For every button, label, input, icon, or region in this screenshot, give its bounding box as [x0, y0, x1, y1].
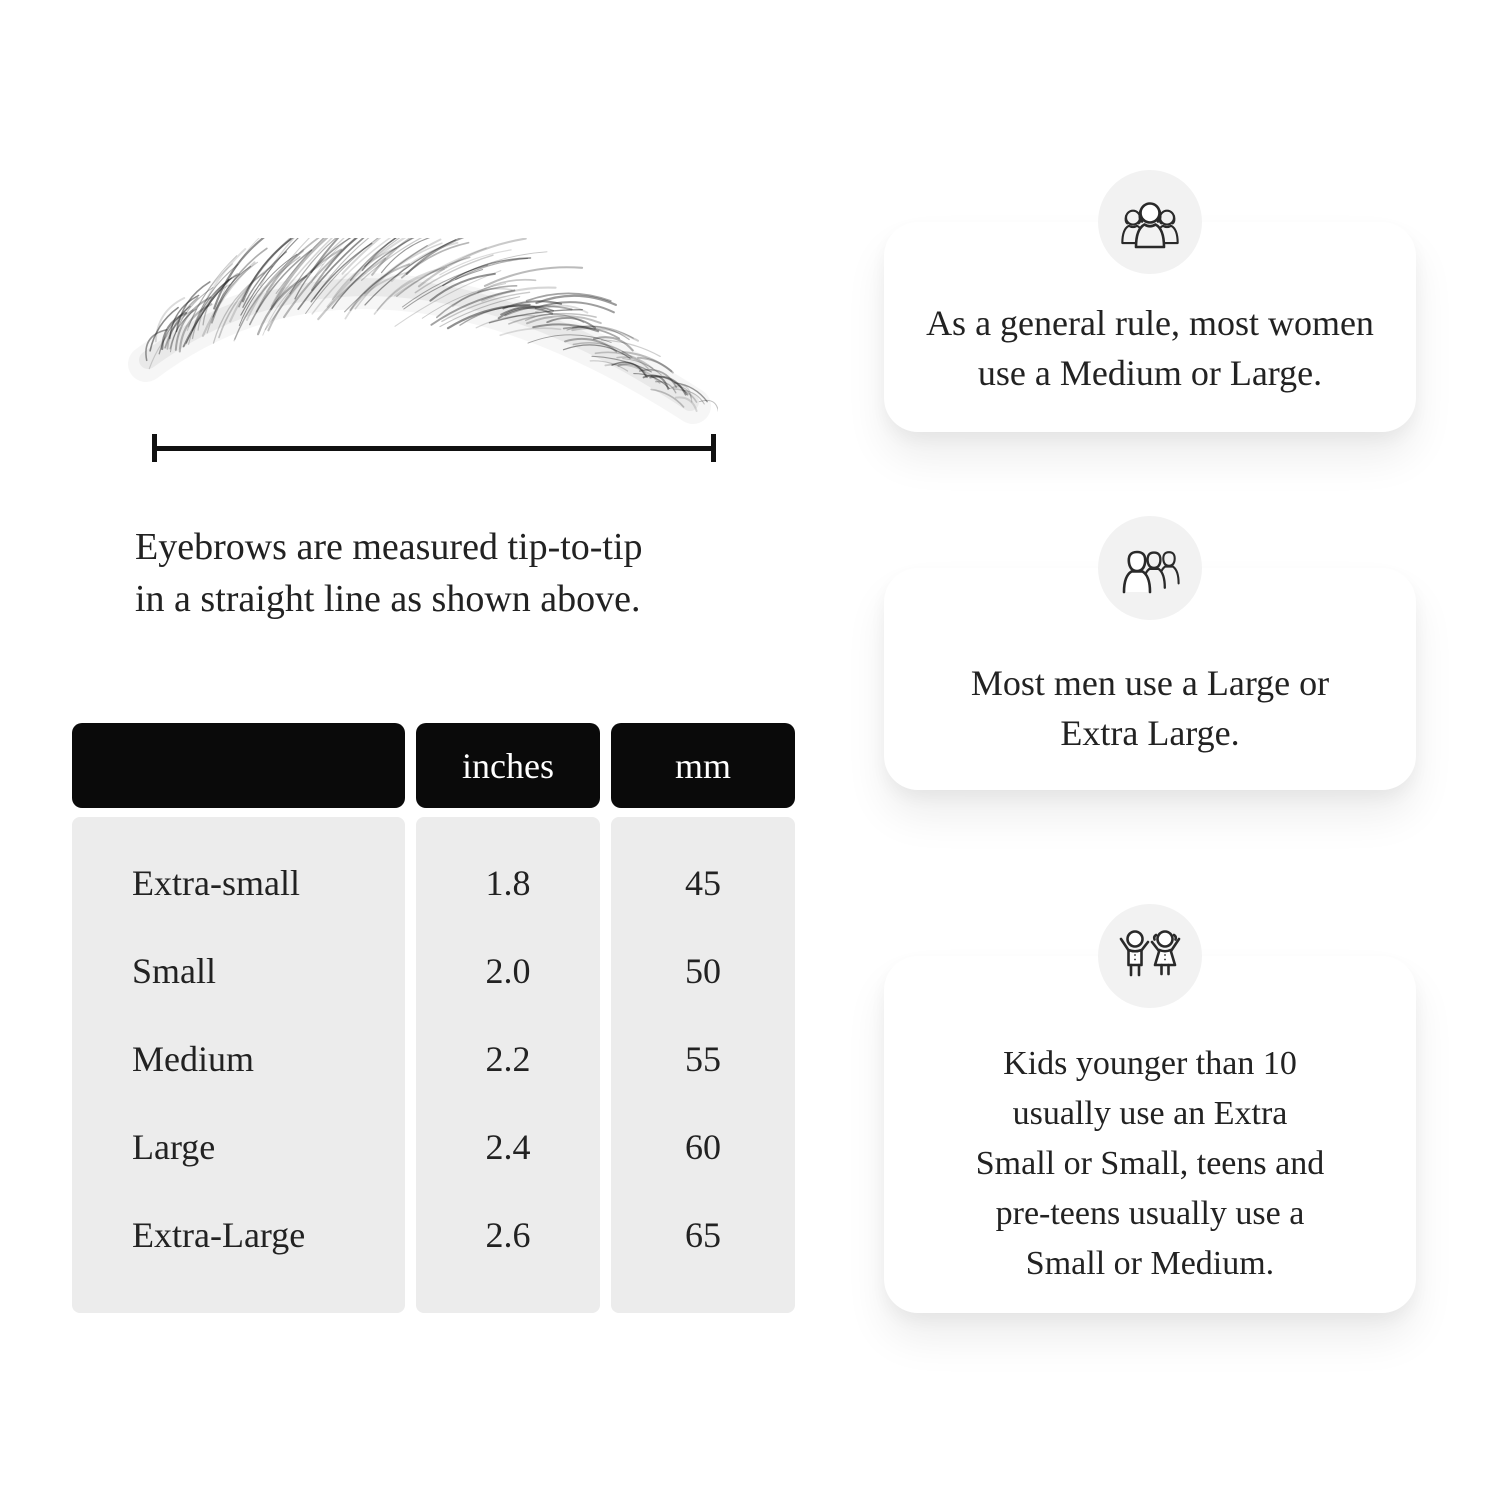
measure-bar	[152, 446, 716, 451]
table-cell-label: Small	[132, 951, 217, 991]
card-text-line: usually use an Extra	[1012, 1095, 1288, 1132]
measurement-line	[152, 434, 716, 462]
table-header-inches: inches	[416, 723, 600, 808]
measure-cap-right	[711, 434, 716, 462]
men-group-icon	[1114, 537, 1186, 599]
table-cell-inches: 2.2	[485, 1039, 531, 1079]
eyebrow-illustration	[118, 238, 718, 443]
card-text-line: Kids younger than 10	[1003, 1045, 1297, 1082]
card-text-line: Extra Large.	[1060, 713, 1240, 753]
icon-circle	[1098, 904, 1202, 1008]
table-header-blank	[72, 723, 405, 808]
table-cell-inches: 2.4	[485, 1127, 531, 1167]
table-cell-inches: 2.0	[485, 951, 531, 991]
table-column-mm	[611, 817, 795, 1313]
table-cell-label: Extra-small	[132, 863, 300, 903]
card-text-line: Most men use a Large or	[970, 663, 1330, 703]
table-cell-label: Large	[132, 1127, 216, 1167]
table-cell-inches: 2.6	[485, 1215, 531, 1255]
table-cell-mm: 50	[685, 951, 721, 991]
size-card-men	[884, 568, 1416, 790]
card-text-line: pre-teens usually use a	[995, 1195, 1305, 1232]
caption-line-2: in a straight line as shown above.	[135, 578, 641, 620]
card-text-line: use a Medium or Large.	[977, 353, 1323, 393]
table-header-row	[72, 723, 795, 808]
size-card-women	[884, 222, 1416, 432]
card-text-line: As a general rule, most women	[926, 303, 1374, 343]
card-text-line: Small or Small, teens and	[975, 1145, 1325, 1182]
table-body	[72, 817, 795, 1313]
measurement-caption	[135, 521, 643, 625]
size-table	[72, 723, 795, 1313]
kids-icon	[1112, 923, 1188, 989]
table-cell-mm: 60	[685, 1127, 721, 1167]
card-text-line: Small or Medium.	[1025, 1245, 1275, 1282]
table-cell-inches: 1.8	[485, 863, 531, 903]
caption-line-1: Eyebrows are measured tip-to-tip	[135, 526, 643, 568]
table-cell-label: Medium	[132, 1039, 254, 1079]
icon-circle	[1098, 516, 1202, 620]
table-column-inches	[416, 817, 600, 1313]
size-card-kids	[884, 956, 1416, 1313]
table-cell-mm: 55	[685, 1039, 721, 1079]
table-cell-mm: 65	[685, 1215, 721, 1255]
table-column-labels	[72, 817, 405, 1313]
icon-circle	[1098, 170, 1202, 274]
table-cell-mm: 45	[685, 863, 721, 903]
women-group-icon	[1114, 191, 1186, 253]
table-header-mm: mm	[611, 723, 795, 808]
table-cell-label: Extra-Large	[132, 1215, 306, 1255]
